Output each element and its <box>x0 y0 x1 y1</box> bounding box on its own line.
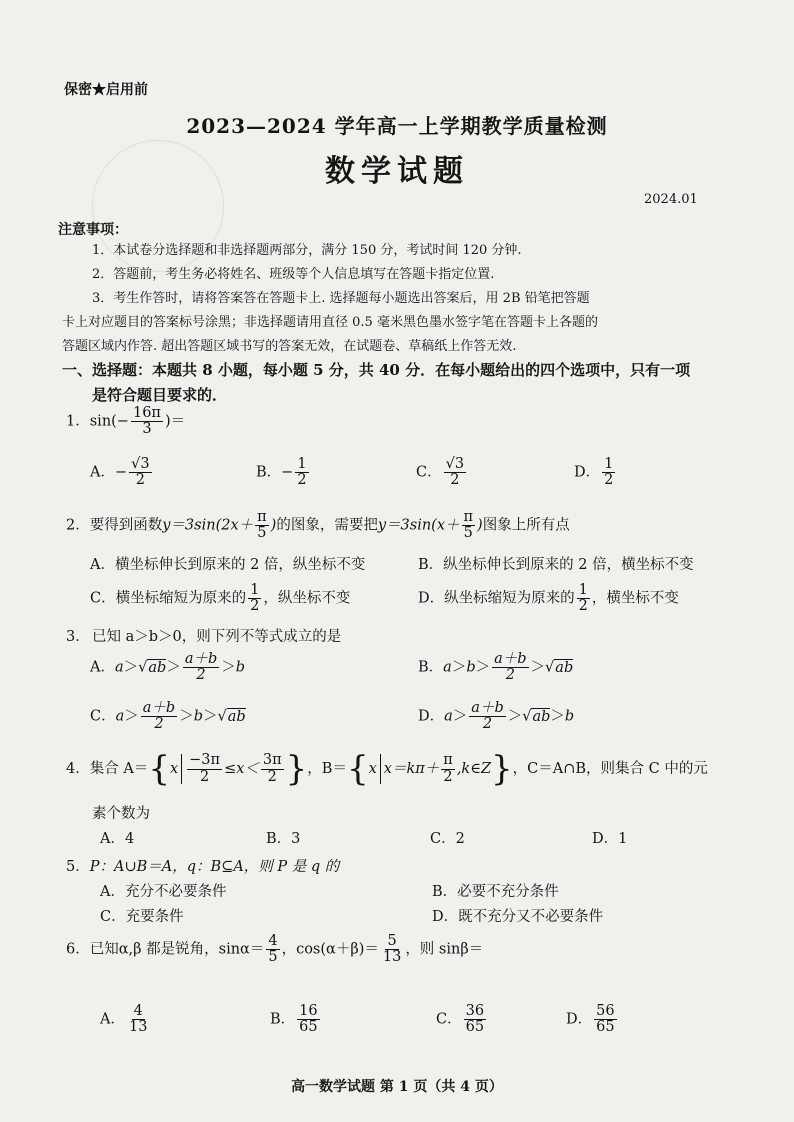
q1-option-c[interactable]: C． $\frac{√3}{2}$ <box>416 456 465 489</box>
question-3-number: 3． <box>66 629 90 645</box>
q6-option-c[interactable]: C． $\frac{36}{65}$ <box>436 1003 485 1036</box>
question-2: 2．要得到函数y＝3sin(2x＋ $\frac{\pi}{5}$ )的图象，需要把y＝3sin(x＋ $\frac{\pi}{5}$ )图象上所有点 <box>66 509 570 542</box>
q3-option-a[interactable]: A．a＞√ab＞ $\frac{a+b}{2}$ ＞b <box>90 651 246 684</box>
q5-option-c[interactable]: C．充要条件 <box>100 909 184 925</box>
q4-option-d[interactable]: D．1 <box>592 831 628 847</box>
q5-option-b[interactable]: B．必要不充分条件 <box>432 884 559 900</box>
note-item-3: 3．考生作答时，请将答案答在答题卡上. 选择题每小题选出答案后，用 2B 铅笔把答题 <box>92 291 590 306</box>
q1-option-a[interactable]: A．− $\frac{√3}{2}$ <box>90 456 150 489</box>
q4-option-a[interactable]: A．4 <box>100 831 135 847</box>
q1-option-d[interactable]: D． $\frac{1}{2}$ <box>574 456 614 489</box>
notes-heading: 注意事项： <box>58 222 128 238</box>
confidential-label: 保密★启用前 <box>64 82 148 98</box>
section-1-heading-cont: 是符合题目要求的． <box>92 386 228 404</box>
question-1: 1．sin(− $\frac{16\pi}{3}$ )＝ <box>66 405 186 438</box>
q5-option-d[interactable]: D．既不充分又不必要条件 <box>432 909 604 925</box>
exam-date: 2024.01 <box>644 192 698 207</box>
exam-title: 2023—2024 学年高一上学期教学质量检测 <box>186 114 608 138</box>
q2-option-d[interactable]: D．纵坐标缩短为原来的 $\frac{1}{2}$ ，横坐标不变 <box>418 582 679 615</box>
q4-option-c[interactable]: C．2 <box>430 831 465 847</box>
exam-subject: 数学试题 <box>325 154 469 189</box>
q6-option-b[interactable]: B． $\frac{16}{65}$ <box>270 1003 318 1036</box>
q1-option-b[interactable]: B．− $\frac{1}{2}$ <box>256 456 307 489</box>
q6-option-a[interactable]: A． $\frac{4}{13}$ <box>100 1003 148 1036</box>
note-item-2: 2．答题前，考生务必将姓名、班级等个人信息填写在答题卡指定位置. <box>92 267 495 282</box>
note-item-3-cont: 卡上对应题目的答案标号涂黑；非选择题请用直径 0.5 毫米黑色墨水签字笔在答题卡上各题的 <box>62 315 598 330</box>
q2-option-a[interactable]: A．横坐标伸长到原来的 2 倍，纵坐标不变 <box>90 557 366 573</box>
question-5: 5．P：A∪B＝A，q：B⊆A，则 P 是 q 的 <box>66 859 340 875</box>
question-4: 4．集合 A＝{x $\frac{-3\pi}{2}$ ≤x＜ $\frac{3\pi}{2}$ }，B＝{x x＝kπ＋ $\frac{\pi}{2}$ ,k∈Z}，C＝A∩B，则集合 C 中的元 <box>66 749 708 789</box>
q2-option-b[interactable]: B．纵坐标伸长到原来的 2 倍，横坐标不变 <box>418 557 694 573</box>
question-6: 6．已知α,β 都是锐角，sinα＝ $\frac{4}{5}$ ，cos(α＋β)＝ $\frac{5}{13}$ ，则 sinβ＝ <box>66 933 484 966</box>
q2-option-c[interactable]: C．横坐标缩短为原来的 $\frac{1}{2}$ ，纵坐标不变 <box>90 582 351 615</box>
q3-option-b[interactable]: B．a＞b＞ $\frac{a+b}{2}$ ＞√ab <box>418 651 574 684</box>
question-3: 已知 a＞b＞0，则下列不等式成立的是 <box>92 629 342 645</box>
q3-option-d[interactable]: D．a＞ $\frac{a+b}{2}$ ＞√ab＞b <box>418 700 575 733</box>
q5-option-a[interactable]: A．充分不必要条件 <box>100 884 227 900</box>
question-4-cont: 素个数为 <box>92 806 150 822</box>
section-1-heading: 一、选择题：本题共 8 小题，每小题 5 分，共 40 分．在每小题给出的四个选项中，只有一项 <box>62 361 691 379</box>
q6-option-d[interactable]: D． $\frac{56}{65}$ <box>566 1003 615 1036</box>
q4-option-b[interactable]: B．3 <box>266 831 301 847</box>
note-item-1: 1．本试卷分选择题和非选择题两部分，满分 150 分，考试时间 120 分钟. <box>92 243 522 258</box>
page-footer: 高一数学试题 第 1 页（共 4 页） <box>291 1079 503 1095</box>
note-item-3-cont2: 答题区域内作答. 超出答题区域书写的答案无效，在试题卷、草稿纸上作答无效. <box>62 339 517 354</box>
q3-option-c[interactable]: C．a＞ $\frac{a+b}{2}$ ＞b＞√ab <box>90 700 246 733</box>
